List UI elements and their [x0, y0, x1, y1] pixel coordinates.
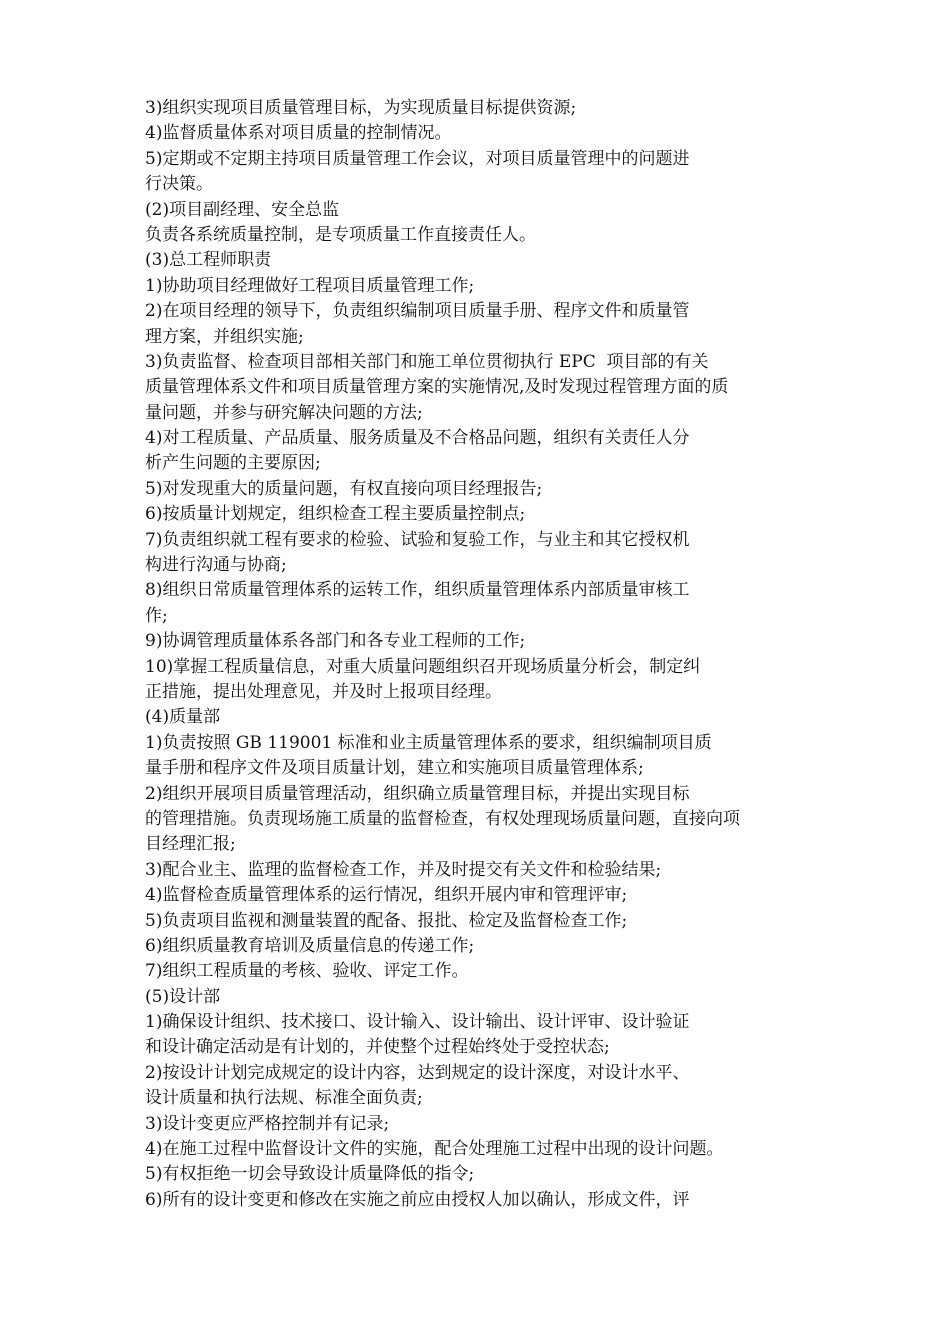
- text-line: 4)在施工过程中监督设计文件的实施，配合处理施工过程中出现的设计问题。: [145, 1139, 724, 1160]
- text-line: 4)监督质量体系对项目质量的控制情况。: [145, 123, 452, 144]
- text-line: 3)设计变更应严格控制并有记录;: [145, 1113, 390, 1134]
- text-line: 5)有权拒绝一切会导致设计质量降低的指令;: [145, 1164, 475, 1185]
- text-line: 6)组织质量教育培训及质量信息的传递工作;: [145, 935, 475, 956]
- text-line: 10)掌握工程质量信息，对重大质量问题组织召开现场质量分析会，制定纠: [145, 656, 701, 677]
- text-line: 2)在项目经理的领导下，负责组织编制项目质量手册、程序文件和质量管: [145, 301, 690, 322]
- text-line: 目经理汇报;: [145, 834, 236, 855]
- text-line: 5)定期或不定期主持项目质量管理工作会议，对项目质量管理中的问题进: [145, 148, 690, 169]
- text-line: 的管理措施。负责现场施工质量的监督检查，有权处理现场质量问题，直接向项: [145, 808, 740, 829]
- text-line: 正措施，提出处理意见，并及时上报项目经理。: [145, 681, 502, 702]
- text-line: 质量管理体系文件和项目质量管理方案的实施情况,及时发现过程管理方面的质: [145, 377, 729, 398]
- text-line: 6)按质量计划规定，组织检查工程主要质量控制点;: [145, 504, 526, 525]
- text-line: 8)组织日常质量管理体系的运转工作，组织质量管理体系内部质量审核工: [145, 580, 690, 601]
- text-line: (3)总工程师职责: [145, 250, 272, 271]
- text-line: 量手册和程序文件及项目质量计划，建立和实施项目质量管理体系;: [145, 758, 644, 779]
- document-body: [145, 96, 825, 1213]
- text-line: 2)按设计计划完成规定的设计内容，达到规定的设计深度，对设计水平、: [145, 1062, 690, 1083]
- text-line: 4)监督检查质量管理体系的运行情况，组织开展内审和管理评审;: [145, 885, 628, 906]
- text-line: 作;: [145, 605, 168, 626]
- text-line: 5)负责项目监视和测量装置的配备、报批、检定及监督检查工作;: [145, 910, 628, 931]
- text-line: (4)质量部: [145, 707, 221, 728]
- text-line: 4)对工程质量、产品质量、服务质量及不合格品问题，组织有关责任人分: [145, 428, 690, 449]
- text-line: 行决策。: [145, 174, 213, 195]
- text-line: (2)项目副经理、安全总监: [145, 199, 340, 220]
- text-line: 1)负责按照 GB 119001 标准和业主质量管理体系的要求，组织编制项目质: [145, 732, 712, 753]
- text-line: 量问题，并参与研究解决问题的方法;: [145, 402, 423, 423]
- text-line: 9)协调管理质量体系各部门和各专业工程师的工作;: [145, 631, 526, 652]
- text-line: 7)负责组织就工程有要求的检验、试验和复验工作，与业主和其它授权机: [145, 529, 690, 550]
- text-line: 3)配合业主、监理的监督检查工作，并及时提交有关文件和检验结果;: [145, 859, 662, 880]
- text-line: (5)设计部: [145, 986, 221, 1007]
- text-line: 和设计确定活动是有计划的，并使整个过程始终处于受控状态;: [145, 1037, 610, 1058]
- text-line: 负责各系统质量控制，是专项质量工作直接责任人。: [145, 224, 536, 245]
- text-line: 1)协助项目经理做好工程项目质量管理工作;: [145, 275, 475, 296]
- text-line: 析产生问题的主要原因;: [145, 453, 321, 474]
- text-line: 理方案，并组织实施;: [145, 326, 304, 347]
- text-line: 2)组织开展项目质量管理活动，组织确立质量管理目标，并提出实现目标: [145, 783, 690, 804]
- text-line: 7)组织工程质量的考核、验收、评定工作。: [145, 961, 469, 982]
- text-line: 1)确保设计组织、技术接口、设计输入、设计输出、设计评审、设计验证: [145, 1012, 690, 1033]
- text-line: 6)所有的设计变更和修改在实施之前应由授权人加以确认，形成文件，评: [145, 1189, 690, 1210]
- text-line: 3)组织实现项目质量管理目标，为实现质量目标提供资源;: [145, 98, 577, 118]
- text-line: 构进行沟通与协商;: [145, 555, 287, 576]
- text-line: 3)负责监督、检查项目部相关部门和施工单位贯彻执行 EPC 项目部的有关: [145, 351, 709, 372]
- text-line: 5)对发现重大的质量问题，有权直接向项目经理报告;: [145, 478, 543, 499]
- text-line: 设计质量和执行法规、标准全面负责;: [145, 1088, 423, 1109]
